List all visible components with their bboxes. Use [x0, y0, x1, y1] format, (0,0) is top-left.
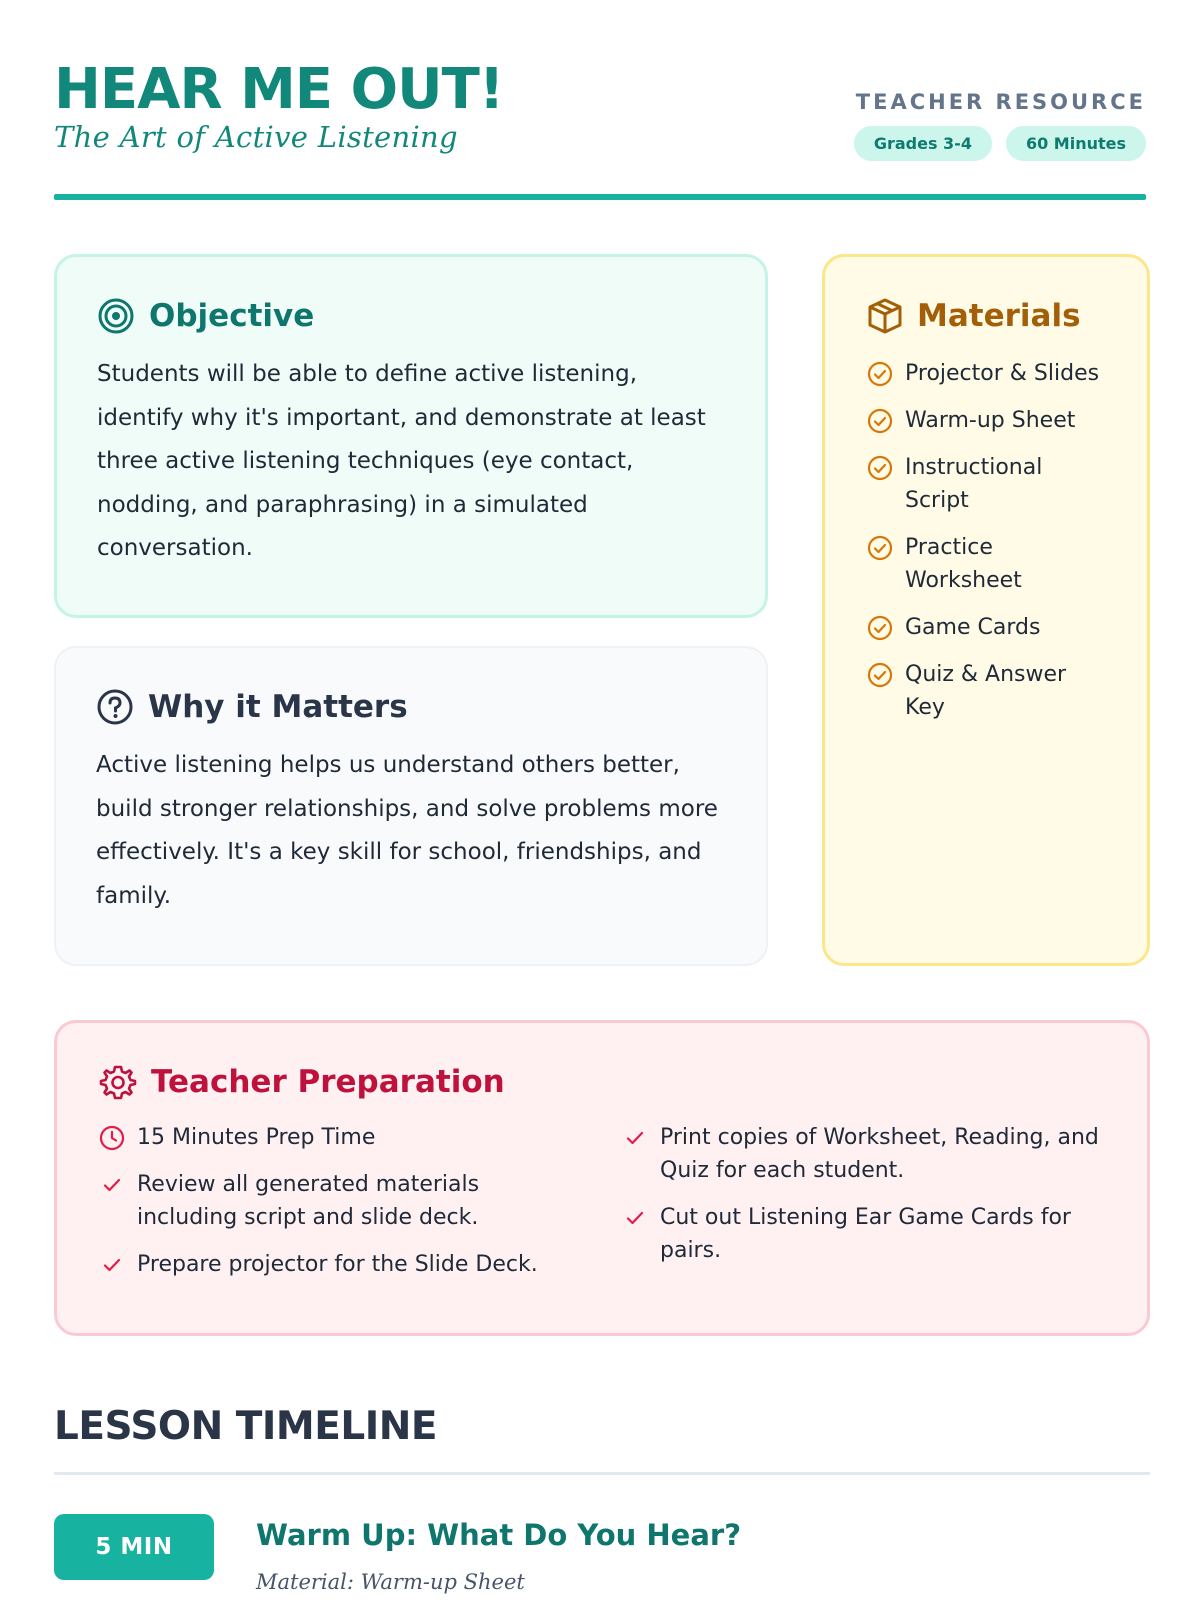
material-label: Quiz & Answer Key: [905, 662, 1067, 720]
list-item: [867, 357, 1105, 390]
materials-card: [822, 254, 1150, 966]
list-item: [867, 611, 1105, 644]
timeline-divider: [54, 1472, 1150, 1475]
objective-body: Students will be able to define active listening, identify why it's important, and demonstrate at least three active listening techniques (eye contact, nodding, and paraphrasing) in a simulated conversation.: [97, 361, 706, 561]
list-item: [99, 1248, 582, 1281]
why-heading-text: Why it Matters: [148, 689, 408, 725]
prep-column-left: [99, 1121, 582, 1295]
list-item: [99, 1168, 582, 1234]
material-label: Projector & Slides: [905, 361, 1100, 386]
prep-column-right: [622, 1121, 1105, 1295]
list-item: [867, 658, 1105, 724]
materials-list: [867, 357, 1105, 724]
list-item: [867, 451, 1105, 517]
header: [54, 58, 1146, 202]
box-icon: [867, 297, 903, 335]
check-circle-icon: [867, 408, 893, 434]
why-heading: [96, 688, 726, 726]
timeline-item-material: Material: Warm-up Sheet: [256, 1570, 525, 1594]
check-circle-icon: [867, 455, 893, 481]
why-body: Active listening helps us understand others better, build stronger relationships, and solve problems more effectively. It's a key skill for school, friendships, and family.: [96, 752, 718, 909]
check-icon: [622, 1205, 648, 1231]
page-title: HEAR ME OUT!: [54, 57, 504, 122]
material-label: Instructional Script: [905, 455, 1043, 513]
why-it-matters-card: [54, 646, 768, 966]
teacher-preparation-card: [54, 1020, 1150, 1336]
list-item: [867, 404, 1105, 437]
prep-task: Print copies of Worksheet, Reading, and Quiz for each student.: [660, 1125, 1099, 1183]
prep-task: Cut out Listening Ear Game Cards for pairs.: [660, 1205, 1071, 1263]
duration-tag: 60 Minutes: [1006, 126, 1146, 161]
prep-columns: [99, 1121, 1105, 1295]
prep-heading-text: Teacher Preparation: [151, 1064, 505, 1100]
material-label: Warm-up Sheet: [905, 408, 1076, 433]
prep-task: Review all generated materials including script and slide deck.: [137, 1172, 480, 1230]
prep-time: [99, 1121, 582, 1154]
question-circle-icon: [96, 688, 134, 726]
gear-icon: [99, 1063, 137, 1101]
prep-task: Prepare projector for the Slide Deck.: [137, 1252, 538, 1277]
resource-label: TEACHER RESOURCE: [855, 90, 1146, 114]
header-divider: [54, 194, 1146, 200]
material-label: Game Cards: [905, 615, 1041, 640]
grade-tag: Grades 3-4: [854, 126, 992, 161]
check-circle-icon: [867, 361, 893, 387]
prep-heading: [99, 1063, 1105, 1101]
objective-card: [54, 254, 768, 618]
list-item: [867, 531, 1105, 597]
tag-group: [854, 126, 1146, 161]
timeline-item-title: Warm Up: What Do You Hear?: [256, 1518, 742, 1552]
check-icon: [99, 1252, 125, 1278]
timeline-duration-badge: 5 MIN: [54, 1514, 214, 1580]
material-label: Practice Worksheet: [905, 535, 1022, 593]
materials-heading: [867, 297, 1105, 335]
page-subtitle: The Art of Active Listening: [54, 120, 458, 154]
check-icon: [99, 1172, 125, 1198]
objective-heading: [97, 297, 725, 335]
check-icon: [622, 1125, 648, 1151]
materials-heading-text: Materials: [917, 298, 1081, 334]
timeline-heading: LESSON TIMELINE: [54, 1404, 437, 1449]
list-item: [622, 1121, 1105, 1187]
check-circle-icon: [867, 662, 893, 688]
clock-icon: [99, 1125, 125, 1151]
check-circle-icon: [867, 535, 893, 561]
check-circle-icon: [867, 615, 893, 641]
prep-time-label: 15 Minutes Prep Time: [137, 1125, 376, 1150]
objective-heading-text: Objective: [149, 298, 315, 334]
target-icon: [97, 297, 135, 335]
list-item: [622, 1201, 1105, 1267]
